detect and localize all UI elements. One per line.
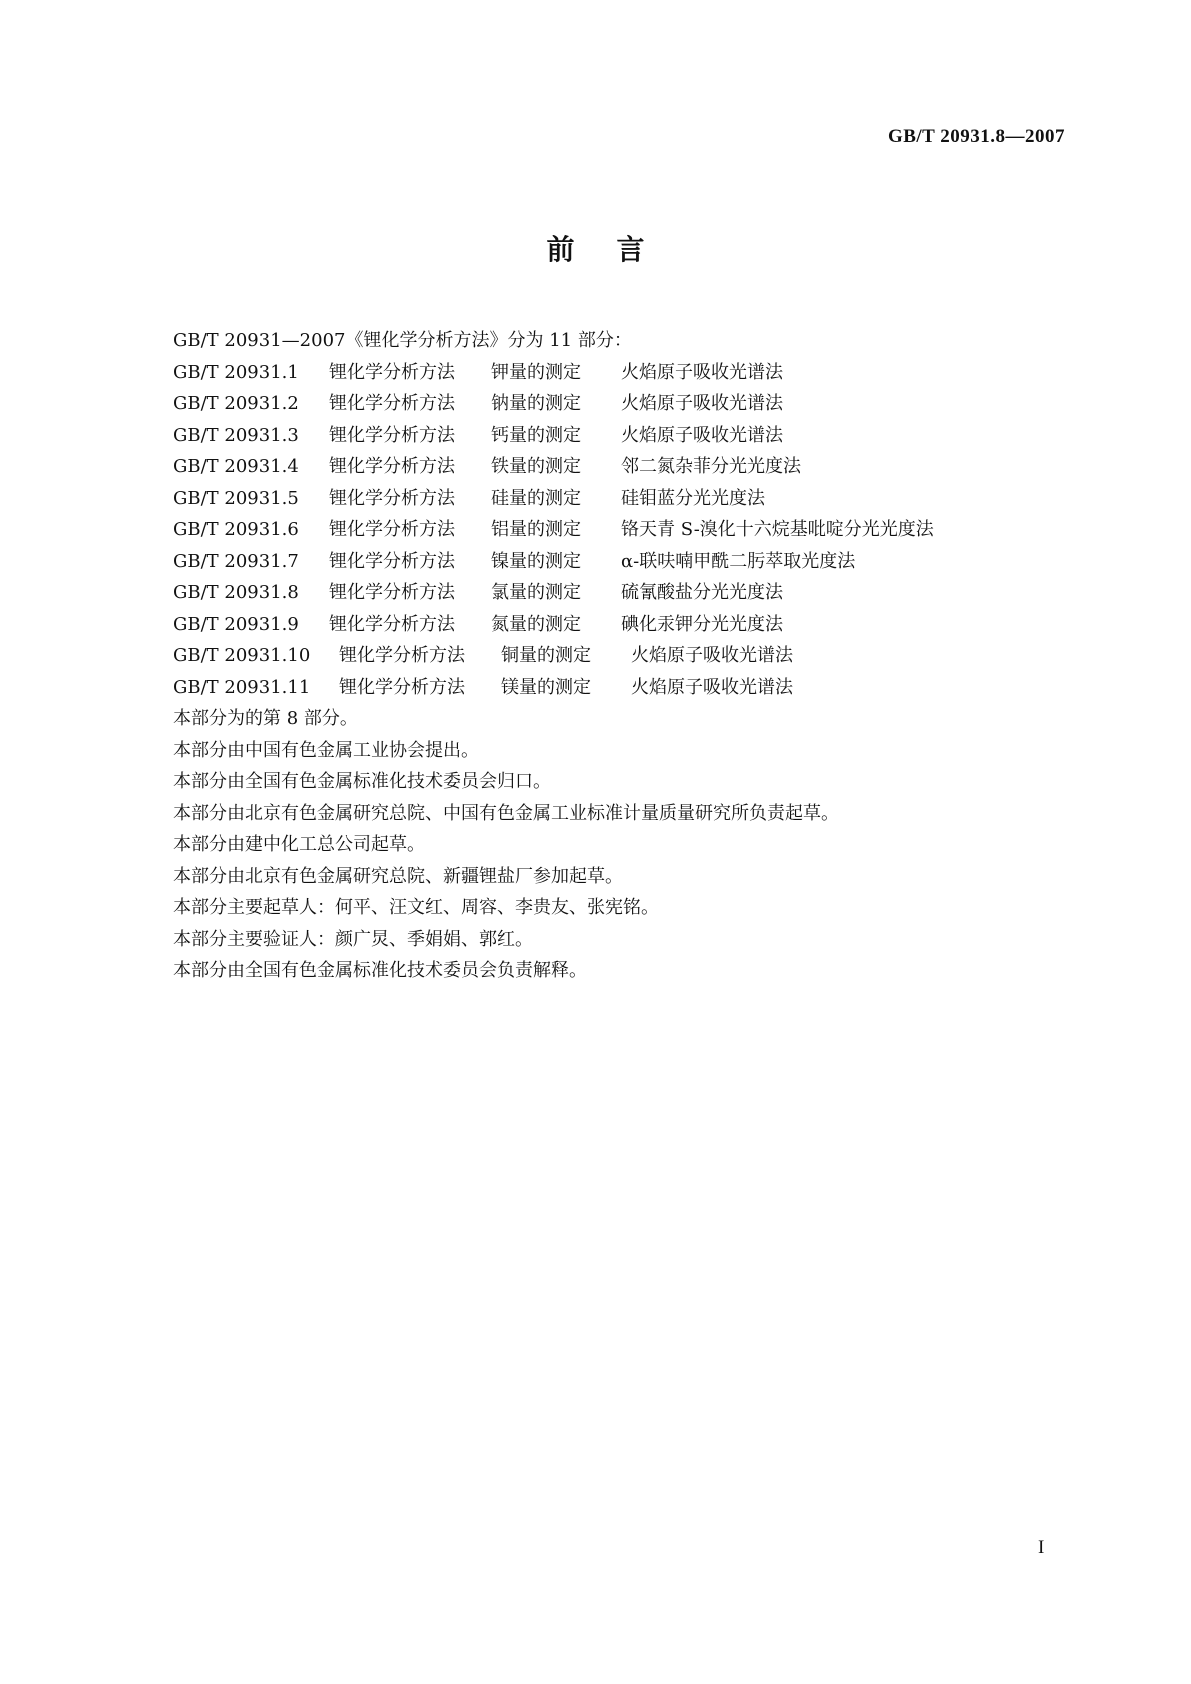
part-code: GB/T 20931.11 xyxy=(173,676,311,698)
part-technique: 硅钼蓝分光光度法 xyxy=(621,487,765,509)
part-technique: 火焰原子吸收光谱法 xyxy=(631,676,793,698)
standard-number: GB/T 20931.8—2007 xyxy=(887,126,1065,147)
part-row xyxy=(173,451,1073,483)
page-title: 前言 xyxy=(546,233,687,266)
part-method: 锂化学分析方法 xyxy=(329,361,455,383)
statement-line: 本部分由北京有色金属研究总院、中国有色金属工业标准计量质量研究所负责起草。 xyxy=(173,802,839,824)
part-method: 锂化学分析方法 xyxy=(339,676,465,698)
part-method: 锂化学分析方法 xyxy=(329,613,455,635)
part-row xyxy=(173,514,1073,546)
statement-line: 本部分由建中化工总公司起草。 xyxy=(173,834,425,855)
statement-line: 本部分为的第 8 部分。 xyxy=(173,708,358,729)
part-technique: α-联呋喃甲酰二肟萃取光度法 xyxy=(621,550,856,572)
statement-line: 本部分由全国有色金属标准化技术委员会负责解释。 xyxy=(173,960,587,981)
part-row xyxy=(173,357,1073,389)
part-item: 钙量的测定 xyxy=(491,424,581,446)
part-method: 锂化学分析方法 xyxy=(329,424,455,446)
part-method: 锂化学分析方法 xyxy=(329,582,455,603)
part-code: GB/T 20931.9 xyxy=(173,613,299,635)
part-item: 镁量的测定 xyxy=(501,676,591,698)
part-item: 镍量的测定 xyxy=(491,550,581,572)
part-technique: 碘化汞钾分光光度法 xyxy=(621,613,783,635)
part-item: 铝量的测定 xyxy=(491,519,581,540)
part-row xyxy=(173,577,1073,609)
part-method: 锂化学分析方法 xyxy=(339,645,465,666)
part-item: 钾量的测定 xyxy=(491,361,581,383)
part-method: 锂化学分析方法 xyxy=(329,519,455,540)
part-row xyxy=(173,420,1073,452)
page-number: I xyxy=(1038,1537,1045,1558)
part-item: 铁量的测定 xyxy=(491,456,581,477)
part-row xyxy=(173,483,1073,515)
part-technique: 火焰原子吸收光谱法 xyxy=(621,361,783,383)
part-method: 锂化学分析方法 xyxy=(329,393,455,414)
part-code: GB/T 20931.1 xyxy=(173,361,299,383)
part-code: GB/T 20931.2 xyxy=(173,393,299,414)
part-item: 氯量的测定 xyxy=(491,582,581,603)
part-technique: 火焰原子吸收光谱法 xyxy=(621,424,783,446)
part-row xyxy=(173,609,1073,641)
part-code: GB/T 20931.3 xyxy=(173,424,299,446)
part-code: GB/T 20931.10 xyxy=(173,645,311,666)
part-technique: 火焰原子吸收光谱法 xyxy=(631,645,793,666)
statement-line: 本部分主要验证人：颜广炅、季娟娟、郭红。 xyxy=(173,928,533,950)
part-code: GB/T 20931.7 xyxy=(173,550,299,572)
part-method: 锂化学分析方法 xyxy=(329,550,455,572)
part-technique: 硫氰酸盐分光光度法 xyxy=(621,582,783,603)
part-method: 锂化学分析方法 xyxy=(329,487,455,509)
statement-line: 本部分由全国有色金属标准化技术委员会归口。 xyxy=(173,771,551,792)
part-item: 钠量的测定 xyxy=(491,393,581,414)
part-item: 氮量的测定 xyxy=(491,613,581,635)
part-row xyxy=(173,388,1073,420)
part-technique: 铬天青 S-溴化十六烷基吡啶分光光度法 xyxy=(621,519,934,540)
part-row xyxy=(173,640,1073,672)
part-row xyxy=(173,546,1073,578)
part-code: GB/T 20931.5 xyxy=(173,487,299,509)
part-code: GB/T 20931.6 xyxy=(173,519,299,540)
part-method: 锂化学分析方法 xyxy=(329,456,455,477)
statement-line: 本部分由中国有色金属工业协会提出。 xyxy=(173,739,479,761)
part-code: GB/T 20931.8 xyxy=(173,582,299,603)
statement-line: 本部分由北京有色金属研究总院、新疆锂盐厂参加起草。 xyxy=(173,865,623,887)
statement-line: 本部分主要起草人：何平、汪文红、周容、李贵友、张宪铭。 xyxy=(173,897,659,918)
part-item: 硅量的测定 xyxy=(491,487,581,509)
part-technique: 火焰原子吸收光谱法 xyxy=(621,393,783,414)
part-row xyxy=(173,672,1073,704)
part-code: GB/T 20931.4 xyxy=(173,456,299,477)
part-item: 铜量的测定 xyxy=(501,645,591,666)
part-technique: 邻二氮杂菲分光光度法 xyxy=(621,456,801,477)
foreword-body xyxy=(173,325,1073,987)
intro-line: GB/T 20931—2007《锂化学分析方法》分为 11 部分： xyxy=(173,330,632,351)
